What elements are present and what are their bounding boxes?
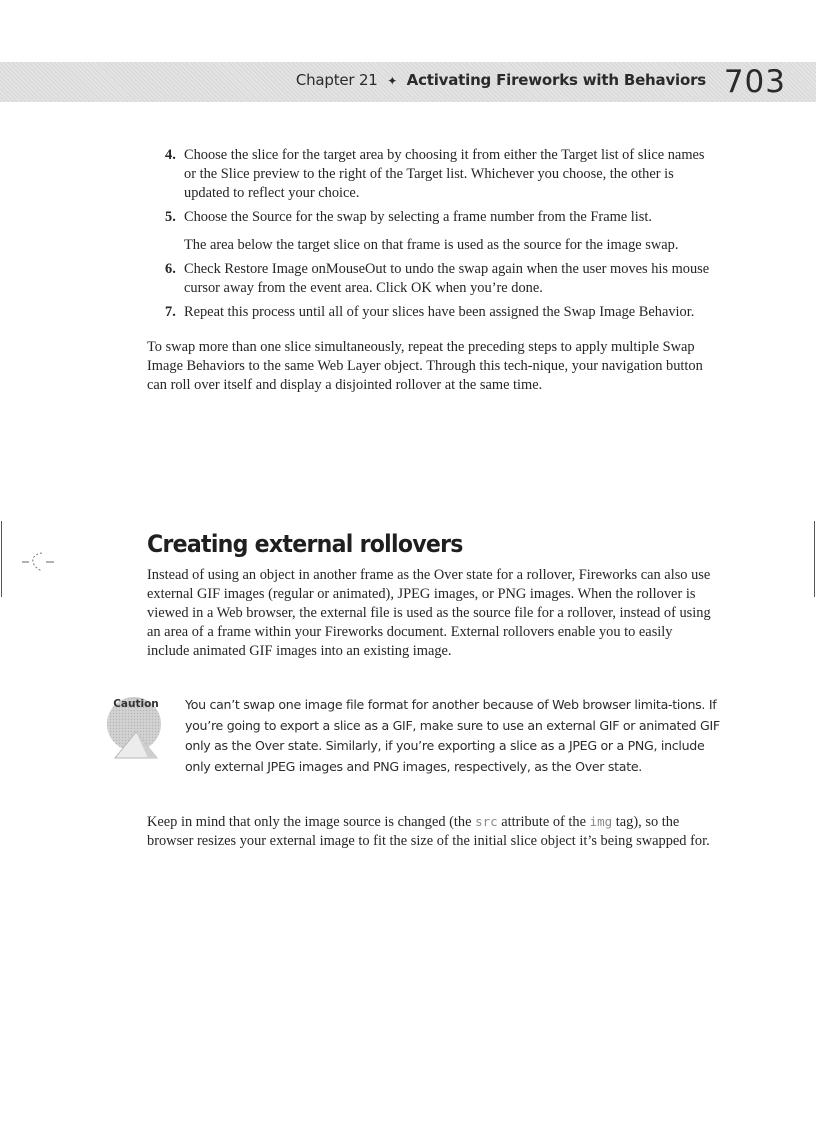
step-text: Choose the Source for the swap by selecting a frame number from the Frame list. bbox=[184, 209, 652, 225]
caution-icon bbox=[106, 694, 164, 766]
step-number: 7. bbox=[165, 304, 176, 320]
closing-paragraph bbox=[147, 812, 717, 851]
step-number: 5. bbox=[165, 209, 176, 225]
chapter-label: Chapter 21 bbox=[295, 71, 378, 89]
step-list bbox=[147, 146, 717, 322]
right-margin-rule bbox=[814, 521, 815, 597]
chapter-title: Activating Fireworks with Behaviors bbox=[406, 71, 706, 89]
step-item bbox=[147, 303, 717, 322]
step-item bbox=[147, 208, 717, 255]
img-code: img bbox=[589, 814, 613, 829]
steps-block bbox=[147, 146, 717, 395]
closing-paragraph-block bbox=[147, 812, 717, 851]
crop-mark-icon bbox=[22, 550, 56, 574]
step-number: 6. bbox=[165, 261, 176, 277]
closing-text-part: attribute of the bbox=[497, 814, 590, 830]
page-number: 703 bbox=[723, 64, 786, 100]
caution-label: Caution bbox=[113, 698, 159, 710]
closing-text-part: Keep in mind that only the image source is changed (the bbox=[147, 814, 476, 830]
step-text: Choose the slice for the target area by choosing it from either the Target list of slice names or the Slice preview to the right of the Target list. Whichever you choose, the other is updated to reflect your choice. bbox=[184, 147, 705, 201]
caution-text: You can’t swap one image file format for another because of Web browser limita-tions. If you’re going to export a slice as a GIF, make sure to use an external GIF or animated GIF only as the Over state. Similarly, if you’re exporting a slice as a JPEG or a PNG, include only external JPEG images and PNG images, respectively, as the Over state. bbox=[185, 697, 720, 774]
step-number: 4. bbox=[165, 147, 176, 163]
closing-text-part: tag), so the browser resizes your external image to fit the size of the initial slice object it’s being swapped for. bbox=[147, 814, 710, 849]
step-item bbox=[147, 146, 717, 203]
step-item bbox=[147, 260, 717, 298]
section-intro-paragraph: Instead of using an object in another frame as the Over state for a rollover, Fireworks can also use external GIF images (regular or animated), JPEG images, or PNG images. When the rollover is viewed in a Web browser, the external file is used as the source file for a rollover, instead of using an area of a frame within your Fireworks document. External rollovers enable you to easily include animated GIF images into an existing image. bbox=[147, 567, 711, 659]
section-heading: Creating external rollovers bbox=[147, 530, 463, 558]
src-code: src bbox=[475, 814, 498, 829]
step-text: Repeat this process until all of your slices have been assigned the Swap Image Behavior. bbox=[184, 304, 695, 320]
left-margin-rule bbox=[1, 521, 2, 597]
section-intro-block bbox=[147, 566, 717, 661]
step-text: Check Restore Image onMouseOut to undo the swap again when the user moves his mouse cursor away from the event area. Click OK when you’re done. bbox=[184, 261, 710, 296]
step-subparagraph: The area below the target slice on that frame is used as the source for the image swap. bbox=[184, 237, 679, 253]
body-paragraph: To swap more than one slice simultaneously, repeat the preceding steps to apply multiple Swap Image Behaviors to the same Web Layer object. Through this tech-nique, your navigation button can roll over itself and display a disjointed rollover at the same time. bbox=[147, 339, 703, 393]
running-header bbox=[296, 71, 706, 89]
diamond-separator-icon: ✦ bbox=[387, 74, 398, 88]
